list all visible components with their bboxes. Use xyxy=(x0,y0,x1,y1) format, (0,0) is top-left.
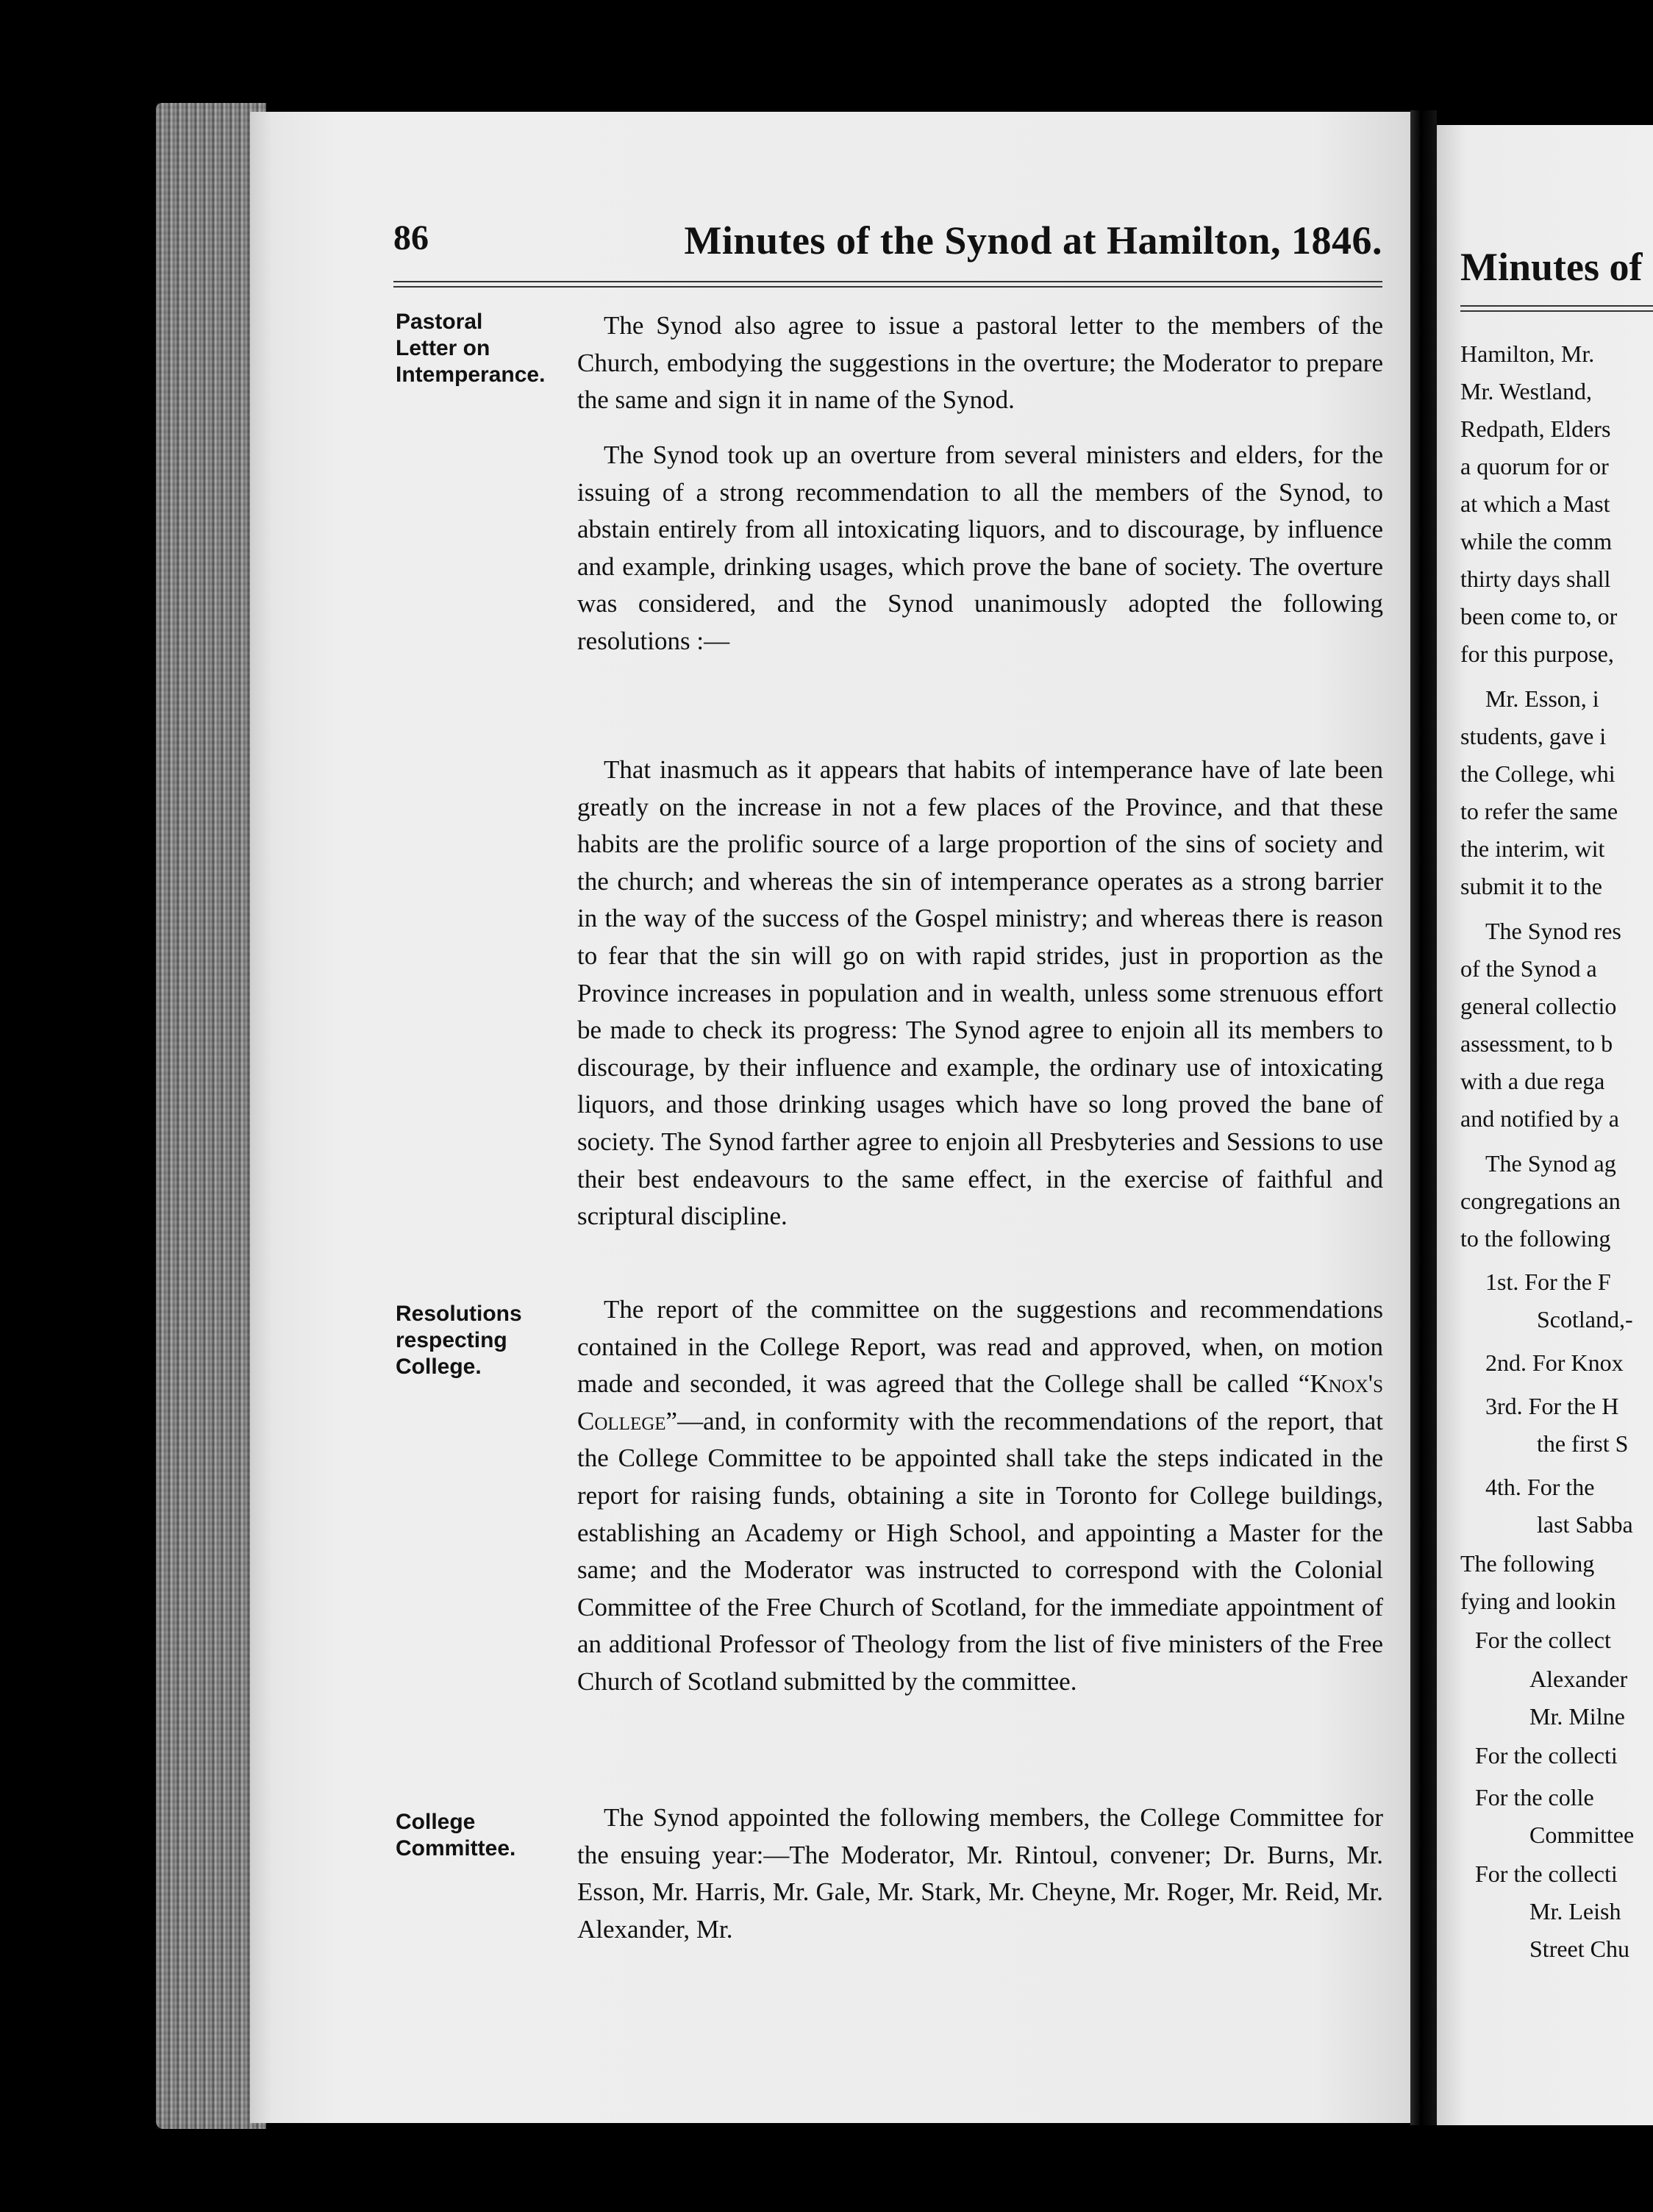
sidenote-line: respecting xyxy=(396,1328,507,1352)
sidenote-line: Letter on xyxy=(396,336,490,360)
right-text-line: students, gave i xyxy=(1460,723,1607,749)
right-header-rule xyxy=(1460,305,1653,312)
sidenote-line: Intemperance. xyxy=(396,363,546,387)
college-name: Knox's College xyxy=(577,1369,1383,1435)
right-text-line: the College, whi xyxy=(1460,760,1615,787)
right-text-line: for this purpose, xyxy=(1460,641,1614,667)
right-text-line: Alexander xyxy=(1529,1666,1628,1692)
right-text-line: Mr. Westland, xyxy=(1460,378,1593,404)
right-text-line: Committee xyxy=(1529,1822,1635,1848)
right-running-title: Minutes of xyxy=(1460,245,1643,289)
right-text-line: assessment, to b xyxy=(1460,1030,1613,1057)
right-text-line: Street Chu xyxy=(1529,1936,1629,1962)
right-text-line: general collectio xyxy=(1460,993,1617,1019)
paragraph-text: The Synod took up an overture from several ministers and elders, for the issuing of a strong recommendation to all the members of the Synod, to abstain entirely from all intoxicating liquors, and to discourage, by influence and example, drinking usages, which prove the bane of society. The overture was considered, and the Synod unanimously adopted the following resolutions :— xyxy=(577,440,1383,655)
right-text-line: last Sabba xyxy=(1537,1511,1633,1538)
running-head xyxy=(393,218,1382,269)
right-text-line: For the collecti xyxy=(1475,1742,1618,1769)
right-text-line: 3rd. For the H xyxy=(1485,1393,1619,1419)
right-text-line: to refer the same xyxy=(1460,798,1618,824)
right-text-line: a quorum for or xyxy=(1460,453,1609,479)
right-text-line: at which a Mast xyxy=(1460,490,1610,517)
paragraph-text: That inasmuch as it appears that habits of intemperance have of late been greatly on the increase in not a few places of the Province, and that these habits are the prolific source of a large proportion of the sins of society and the church; and whereas the sin of intemperance operates as a strong barrier in the way of the success of the Gospel ministry; and whereas there is reason to fear that the sin will go on with rapid strides, just in proportion as the Province increases in population and in wealth, unless some strenuous effort be made to check its progress: The Synod agree to enjoin all its members to discourage, by their influence and example, the ordinary use of intoxicating liquors, and those drinking usages which have so long proved the bane of society. The Synod farther agree to enjoin all Presbyteries and Sessions to use their best endeavours to the same effect, in the exercise of faithful and scriptural discipline. xyxy=(577,755,1383,1231)
sidenote-resolutions-college xyxy=(396,1301,554,1380)
right-text-line: The following xyxy=(1460,1550,1595,1577)
sidenote-pastoral-letter xyxy=(396,309,554,388)
sidenote-line: Resolutions xyxy=(396,1302,522,1326)
paragraph-pastoral-letter xyxy=(577,307,1383,434)
paragraph-college-report xyxy=(577,1291,1383,1716)
right-text-line: submit it to the xyxy=(1460,873,1602,899)
right-text-line: 2nd. For Knox xyxy=(1485,1349,1624,1376)
right-text-line: For the collect xyxy=(1475,1627,1611,1653)
text-span: The report of the committee on the suggestions and recommendations contained in the College Report, was read and approved, when, on motion made and seconded, it was agreed that the College shall be called “ xyxy=(577,1295,1383,1399)
paragraph-overture xyxy=(577,437,1383,675)
right-text-line: fying and lookin xyxy=(1460,1588,1616,1614)
sidenote-line: Pastoral xyxy=(396,310,483,334)
right-text-line: thirty days shall xyxy=(1460,566,1611,592)
page-number: 86 xyxy=(393,218,429,257)
sidenote-line: College xyxy=(396,1810,476,1834)
right-text-line: 1st. For the F xyxy=(1485,1269,1611,1295)
right-text-line: and notified by a xyxy=(1460,1105,1619,1132)
right-text-line: Mr. Milne xyxy=(1529,1703,1625,1730)
sidenote-line: College. xyxy=(396,1355,482,1379)
right-text-line: been come to, or xyxy=(1460,603,1618,629)
right-text-line: 4th. For the xyxy=(1485,1474,1595,1500)
right-text-line: while the comm xyxy=(1460,528,1613,554)
paragraph-resolutions xyxy=(577,752,1383,1250)
paragraph-college-committee xyxy=(577,1799,1383,1963)
paragraph-text xyxy=(577,1291,1383,1701)
header-double-rule xyxy=(393,281,1382,288)
paragraph-text: The Synod appointed the following members, the College Committee for the ensuing year:—The Moderator, Mr. Rintoul, convener; Dr. Burns, Mr. Esson, Mr. Harris, Mr. Gale, Mr. Stark, Mr. Cheyne, Mr. Roger, Mr. Reid, Mr. Alexander, Mr. xyxy=(577,1803,1383,1944)
right-text-line: Redpath, Elders xyxy=(1460,415,1611,442)
right-text-line: For the colle xyxy=(1475,1784,1594,1810)
right-text-line: to the following xyxy=(1460,1225,1611,1252)
right-text-line: Scotland,- xyxy=(1537,1306,1633,1332)
right-text-line: The Synod res xyxy=(1485,918,1621,944)
sidenote-college-committee xyxy=(396,1809,554,1862)
right-text-line: The Synod ag xyxy=(1485,1150,1616,1177)
book-gutter xyxy=(1410,110,1437,2125)
right-text-line: congregations an xyxy=(1460,1188,1621,1214)
right-text-line: Mr. Leish xyxy=(1529,1898,1621,1924)
text-span: ”—and, in conformity with the recommendations of the report, that the College Committee to be appointed shall take the steps indicated in the report for raising funds, obtaining a site in Toronto for College buildings, establishing an Academy or High School, and appointing a Master for the same; and the Moderator was instructed to correspond with the Colonial Committee of the Free Church of Scotland, for the immediate appointment of an additional Professor of Theology from the list of five ministers of the Free Church of Scotland submitted by the committee. xyxy=(577,1406,1383,1696)
right-text-line: Mr. Esson, i xyxy=(1485,685,1599,712)
right-text-line: For the collecti xyxy=(1475,1860,1618,1887)
right-text-line: of the Synod a xyxy=(1460,955,1597,982)
right-text-line: Hamilton, Mr. xyxy=(1460,340,1595,367)
running-title: Minutes of the Synod at Hamilton, 1846. xyxy=(684,218,1382,263)
right-text-line: with a due rega xyxy=(1460,1068,1605,1094)
sidenote-line: Committee. xyxy=(396,1836,516,1860)
right-page xyxy=(1437,125,1653,2125)
paragraph-text: The Synod also agree to issue a pastoral letter to the members of the Church, embodying the suggestions in the overture; the Moderator to prepare the same and sign it in name of the Synod. xyxy=(577,311,1383,415)
right-text-line: the interim, wit xyxy=(1460,835,1605,862)
right-text-line: the first S xyxy=(1537,1430,1629,1457)
